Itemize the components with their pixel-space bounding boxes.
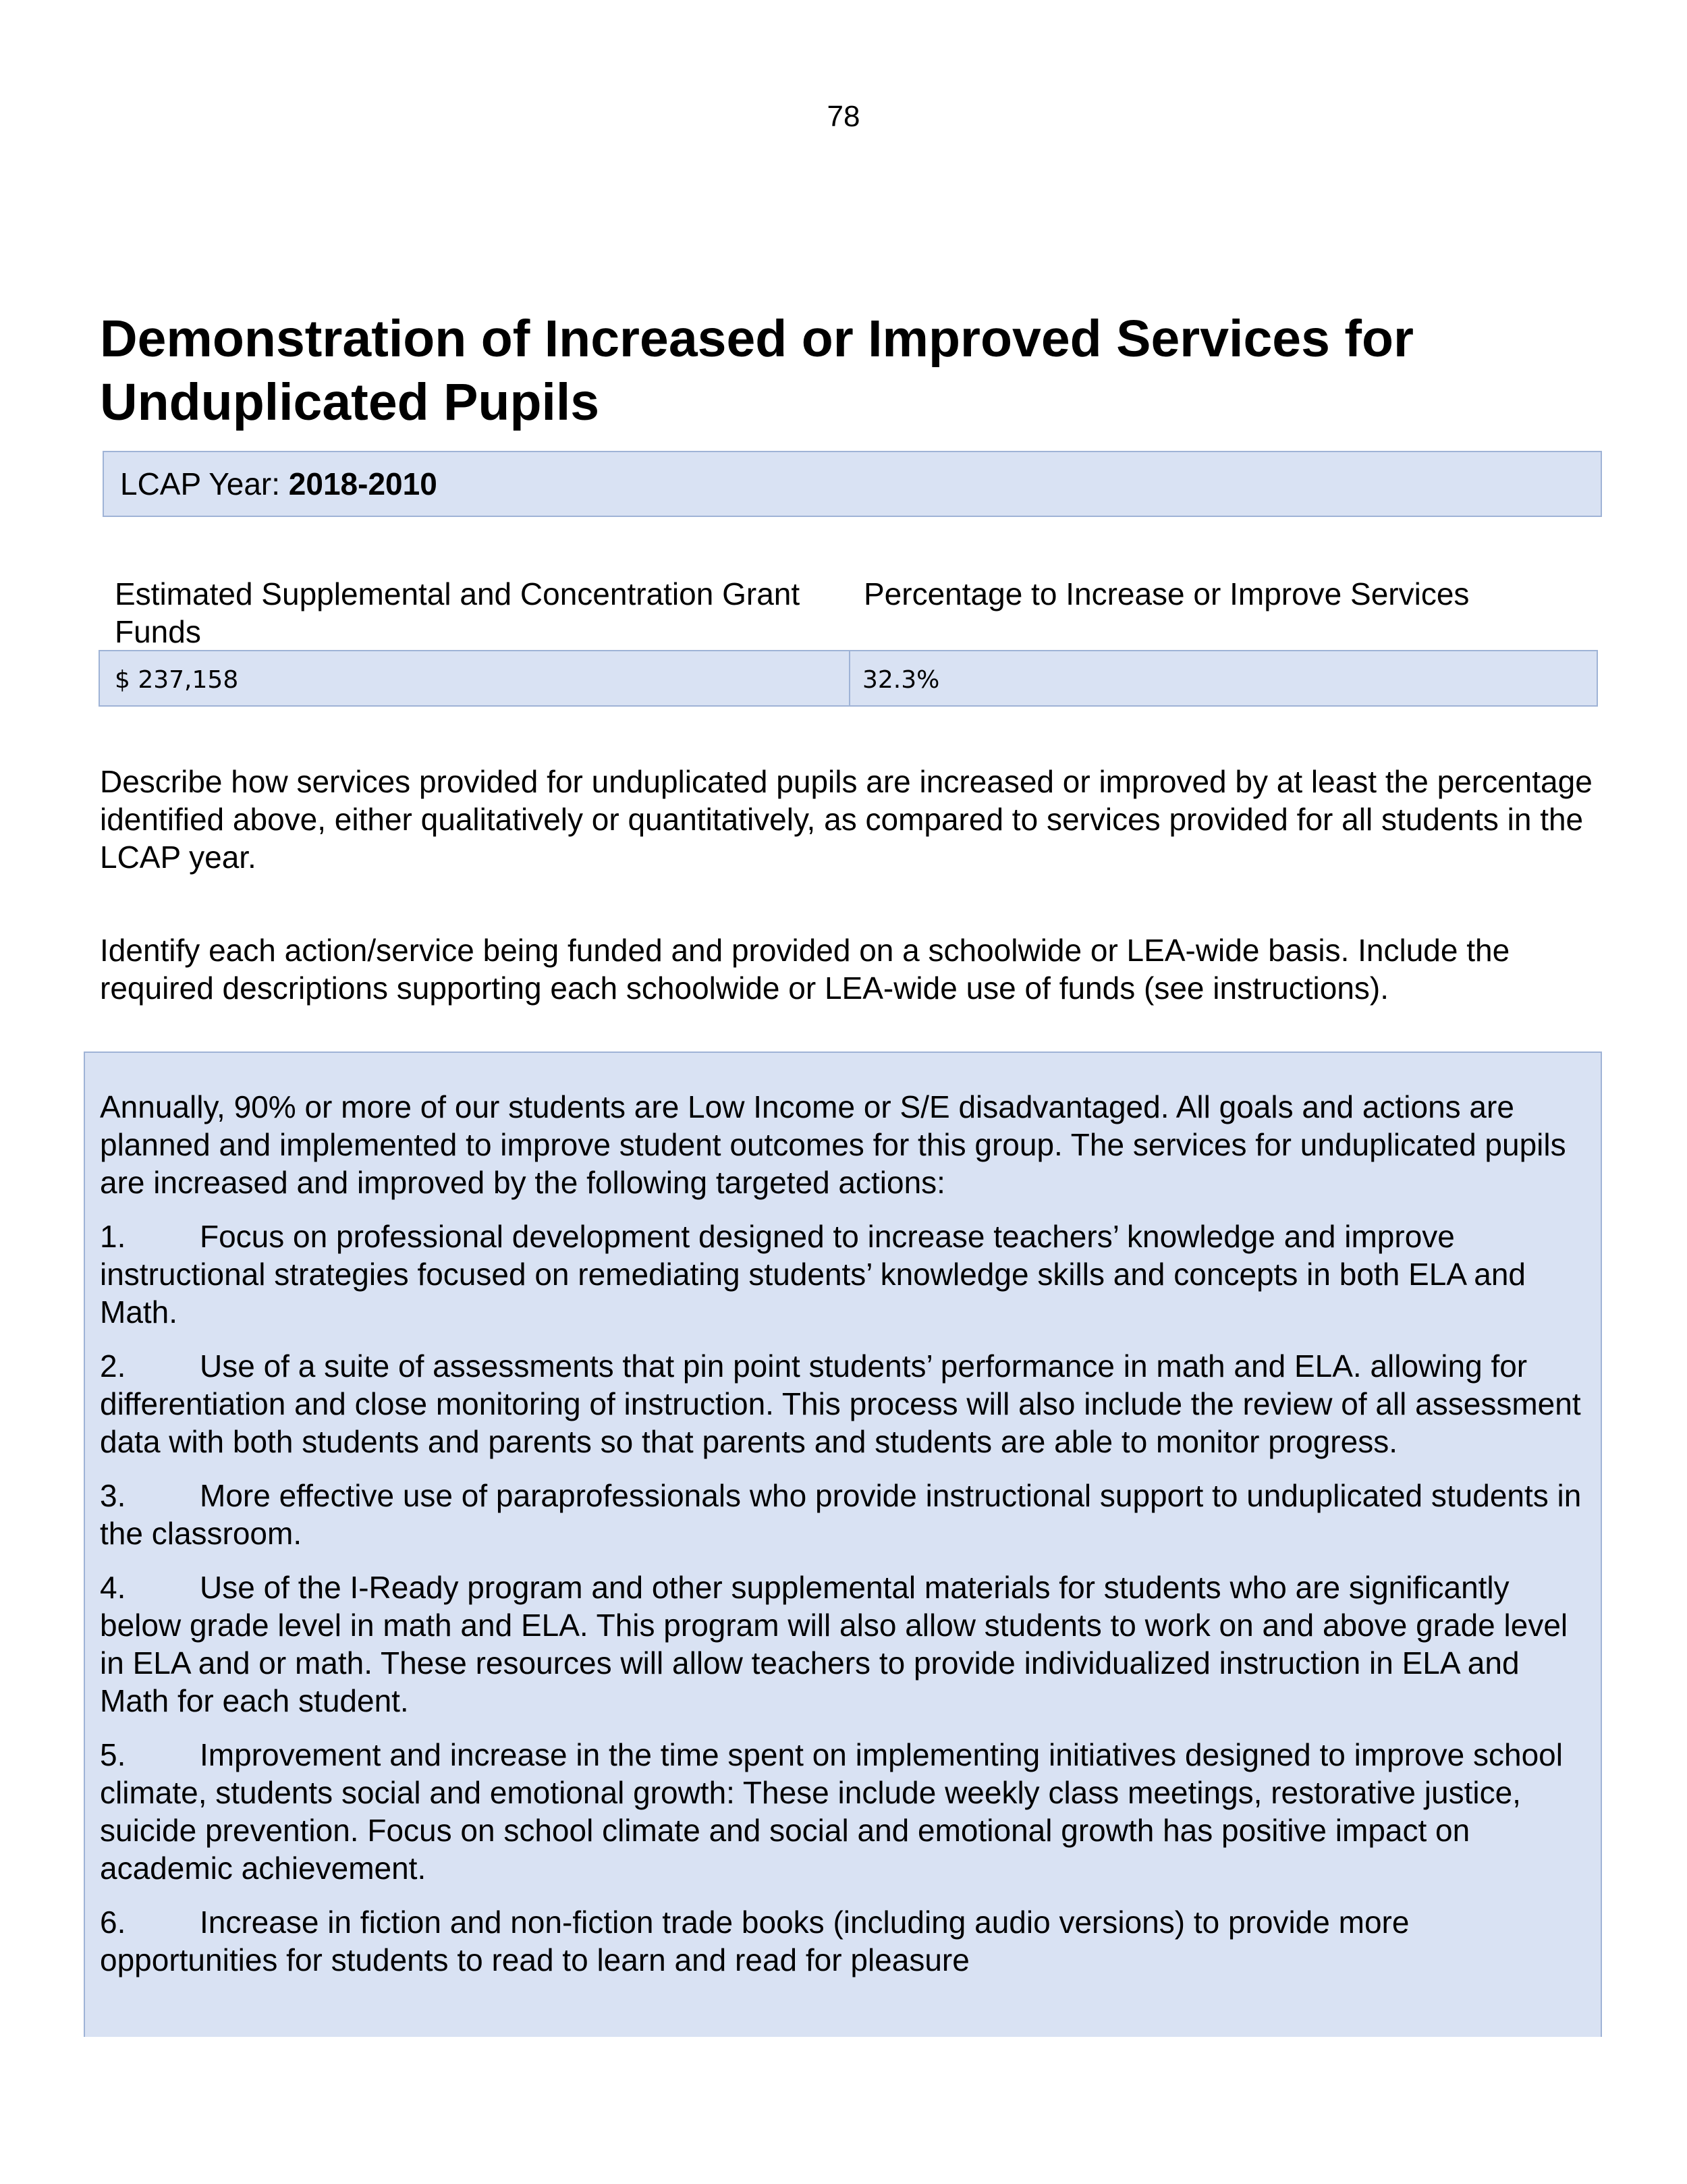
grant-funds-value: $ 237,158 xyxy=(115,666,239,694)
response-intro: Annually, 90% or more of our students are Low Income or S/E disadvantaged. All goals and actions are planned and implemented to improve student outcomes for this group. The services for unduplicated pupils are increased and improved by the following targeted actions: xyxy=(100,1089,1566,1200)
item-text: Focus on professional development designed to increase teachers’ knowledge and improve instructional strategies focused on remediating students’ knowledge skills and concepts in both ELA and Math. xyxy=(100,1219,1526,1330)
item-text: Increase in fiction and non-fiction trade books (including audio versions) to provide more opportunities for students to read to learn and read for pleasure xyxy=(100,1905,1410,1977)
prompt-identify: Identify each action/service being funded and provided on a schoolwide or LEA-wide basis. Include the required descriptions supporting each schoolwide or LEA-wide use of funds (see instructions). xyxy=(100,933,1510,1006)
item-number: 4. xyxy=(100,1570,126,1605)
page-number: 78 xyxy=(827,100,860,133)
action-item xyxy=(100,1347,1586,1460)
action-item xyxy=(100,1477,1586,1552)
action-item xyxy=(100,1903,1586,1979)
action-item xyxy=(100,1218,1586,1331)
percentage-label: Percentage to Increase or Improve Services xyxy=(864,576,1470,611)
item-text: Improvement and increase in the time spent on implementing initiatives designed to improve school climate, students social and emotional growth: These include weekly class meetings, restorative justice, suicide prevention. Focus on school climate and social and emotional growth has positive impact on academic achievement. xyxy=(100,1737,1563,1886)
prompt-describe: Describe how services provided for unduplicated pupils are increased or improved by at least the percentage identified above, either qualitatively or quantitatively, as compared to services provided for all students in the LCAP year. xyxy=(100,764,1593,875)
item-text: Use of the I-Ready program and other supplemental materials for students who are significantly below grade level in math and ELA. This program will also allow students to work on and above grade level in ELA and or math. These resources will allow teachers to provide individualized instruction in ELA and Math for each student. xyxy=(100,1570,1568,1718)
item-number: 6. xyxy=(100,1905,126,1940)
lcap-year-value: 2018-2010 xyxy=(288,466,437,501)
item-number: 3. xyxy=(100,1478,126,1513)
percentage-value: 32.3% xyxy=(862,666,940,694)
item-text: More effective use of paraprofessionals who provide instructional support to unduplicated students in the classroom. xyxy=(100,1478,1582,1551)
funds-values-row xyxy=(99,650,1598,707)
action-item xyxy=(100,1736,1586,1887)
item-number: 1. xyxy=(100,1219,126,1254)
item-number: 5. xyxy=(100,1737,126,1772)
item-text: Use of a suite of assessments that pin point students’ performance in math and ELA. allowing for differentiation and close monitoring of instruction. This process will also include the review of all assessment data with both students and parents so that parents and students are able to monitor progress. xyxy=(100,1348,1581,1459)
lcap-year-label: LCAP Year: xyxy=(120,466,281,501)
lcap-year-box xyxy=(103,451,1602,517)
action-item xyxy=(100,1568,1586,1720)
grant-funds-label: Estimated Supplemental and Concentration Grant Funds xyxy=(115,576,800,649)
response-box xyxy=(84,1052,1602,2037)
item-number: 2. xyxy=(100,1348,126,1384)
page-title: Demonstration of Increased or Improved Services for Unduplicated Pupils xyxy=(100,310,1414,431)
column-divider xyxy=(849,651,850,705)
